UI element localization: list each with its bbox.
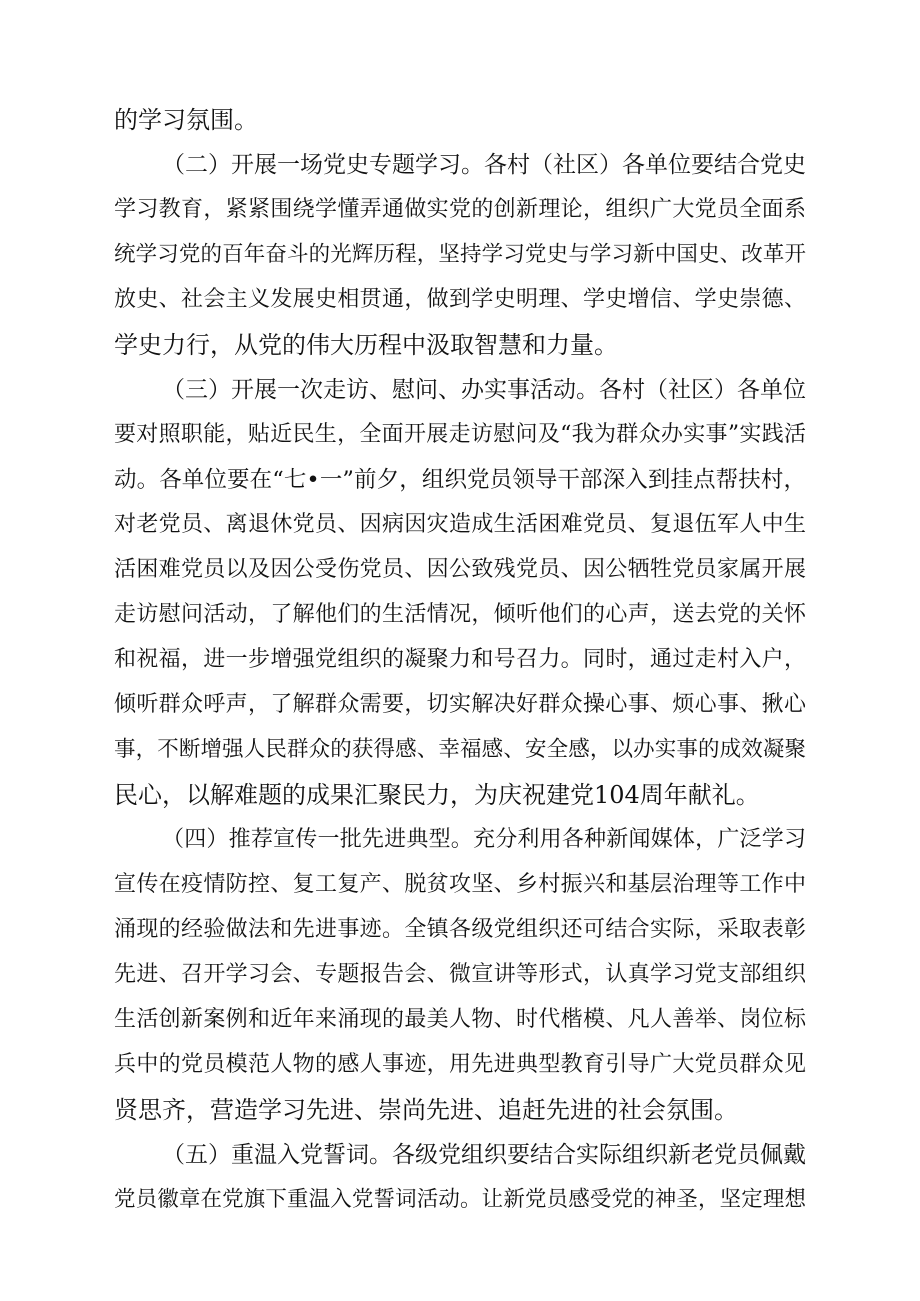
text-line: 倾听群众呼声，了解群众需要，切实解决好群众操心事、烦心事、揪心 <box>114 692 806 717</box>
text-line: 学习教育，紧紧围绕学懂弄通做实党的创新理论，组织广大党员全面系 <box>114 197 806 222</box>
heading-line-section-3: （三）开展一次走访、慰问、办实事活动。各村（社区）各单位 <box>162 377 806 403</box>
text-line: 学史力行，从党的伟大历程中汲取智慧和力量。 <box>114 331 618 359</box>
text-line: 兵中的党员模范人物的感人事迹，用先进典型教育引导广大党员群众见 <box>114 1052 806 1077</box>
text-line: 动。各单位要在“七•一”前夕，组织党员领导干部深入到挂点帮扶村， <box>114 467 806 493</box>
heading-line-section-5: （五）重温入党誓词。各级党组织要结合实际组织新老党员佩戴 <box>162 1142 806 1168</box>
heading-line-section-2: （二）开展一场党史专题学习。各村（社区）各单位要结合党史 <box>162 152 806 178</box>
heading-line-section-4: （四）推荐宣传一批先进典型。充分利用各种新闻媒体，广泛学习 <box>162 827 806 852</box>
text-line: 贤思齐，营造学习先进、崇尚先进、追赶先进的社会氛围。 <box>114 1096 738 1124</box>
text-line: 先进、召开学习会、专题报告会、微宣讲等形式，认真学习党支部组织 <box>114 962 806 987</box>
text-line: 和祝福，进一步增强党组织的凝聚力和号召力。同时，通过走村入户， <box>114 647 806 672</box>
text-line: 放史、社会主义发展史相贯通，做到学史明理、学史增信、学史崇德、 <box>114 287 806 312</box>
text-line: 活困难党员以及因公受伤党员、因公致残党员、因公牺牲党员家属开展 <box>114 557 806 582</box>
text-line: 要对照职能，贴近民生，全面开展走访慰问及“我为群众办实事”实践活 <box>114 422 806 447</box>
text-line: 党员徽章在党旗下重温入党誓词活动。让新党员感受党的神圣，坚定理想 <box>114 1187 806 1212</box>
text-line: 对老党员、离退休党员、因病因灾造成生活困难党员、复退伍军人中生 <box>114 512 806 537</box>
text-line: 生活创新案例和近年来涌现的最美人物、时代楷模、凡人善举、岗位标 <box>114 1007 806 1032</box>
text-line: 统学习党的百年奋斗的光辉历程，坚持学习党史与学习新中国史、改革开 <box>114 242 806 267</box>
text-line: 涌现的经验做法和先进事迹。全镇各级党组织还可结合实际，采取表彰 <box>114 917 806 942</box>
text-line: 民心，以解难题的成果汇聚民力，为庆祝建党104周年献礼。 <box>114 781 760 809</box>
text-line: 宣传在疫情防控、复工复产、脱贫攻坚、乡村振兴和基层治理等工作中 <box>114 872 806 897</box>
text-line: 的学习氛围。 <box>114 106 258 134</box>
text-line: 事，不断增强人民群众的获得感、幸福感、安全感，以办实事的成效凝聚 <box>114 737 806 762</box>
text-line: 走访慰问活动，了解他们的生活情况，倾听他们的心声，送去党的关怀 <box>114 602 806 627</box>
